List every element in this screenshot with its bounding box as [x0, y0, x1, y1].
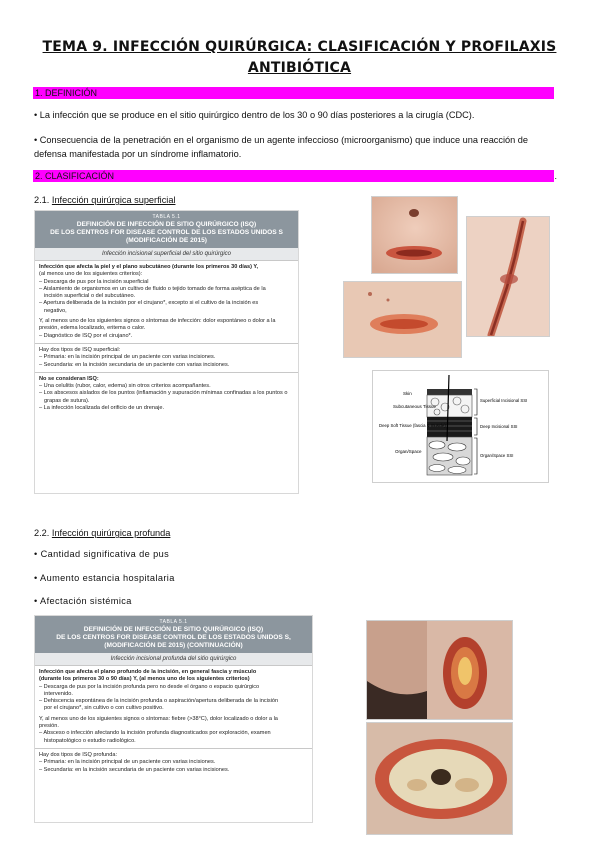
table-1-line: incisión superficial o del subcutáneo. [44, 293, 136, 300]
horizontal-wound-image [344, 282, 462, 358]
bullet-item: • Afectación sistémica [34, 596, 132, 606]
table-2-line: Infección que afecta el plano profundo de la incisión, en general fascia y músculo [39, 669, 257, 675]
bullet-item: • Cantidad significativa de pus [34, 549, 170, 559]
table-1-line: – Apertura deliberada de la incisión por el cirujano*, excepto si el cultivo de la incisión es [39, 300, 259, 307]
table-2-heading-line: DE LOS CENTROS FOR DISEASE CONTROL DE LOS ESTADOS UNIDOS S, [56, 634, 291, 641]
definition-paragraph-1: • La infección que se produce en el sitio quirúrgico dentro de los 30 o 90 días posteriores a la cirugía (CDC). [34, 110, 475, 120]
table-2-line: – Absceso o infección afectando la incisión profunda diagnosticados por exploración, examen [39, 730, 271, 737]
table-2-header [35, 616, 312, 653]
table-1-line: presión, edema localizado, eritema o calor. [39, 325, 146, 332]
subsection-2-title: Infección quirúrgica profunda [51, 528, 171, 538]
table-2-line: – Primaria: en la incisión principal de un paciente con varias incisiones. [39, 759, 216, 766]
diagram-label-organ-space: Organ/Space [395, 449, 422, 454]
bullet-item: • Aumento estancia hospitalaria [34, 573, 175, 583]
table-2-line: Y, al menos uno de los siguientes signos o síntomas: fiebre (>38°C), dolor localizado o dolor a la [39, 715, 278, 722]
table-1-line: – Secundaria: en la incisión secundaria de un paciente con varias incisiones. [39, 361, 230, 368]
table-2-number: TABLA 5.1 [159, 619, 188, 625]
title-line-2: ANTIBIÓTICA [247, 60, 352, 76]
page-title [20, 37, 579, 79]
table-1-line: – Descarga de pus por la incisión superficial [39, 278, 149, 285]
table-2-line: – Secundaria: en la incisión secundaria de un paciente con varias incisiones. [39, 766, 230, 773]
subsection-1-title: Infección quirúrgica superficial [51, 195, 176, 205]
table-1-heading-line: (MODIFICACIÓN DE 2015) [126, 237, 207, 244]
table-2-line: intervenido. [44, 690, 73, 697]
table-2-heading-line: (MODIFICACIÓN DE 2015) (CONTINUACIÓN) [104, 642, 243, 649]
table-1-heading-line: DEFINICIÓN DE INFECCIÓN DE SITIO QUIRÚRGICO (ISQ) [76, 221, 257, 228]
table-1-line: – Primaria: en la incisión principal de un paciente con varias incisiones. [39, 354, 216, 361]
table-2-line: Hay dos tipos de ISQ profunda: [39, 751, 118, 758]
diagram-label-deep-ssi: Deep Incisional SSI [480, 424, 518, 429]
diagram-label-skin: Skin [403, 391, 412, 396]
table-2-line: (durante los primeros 30 o 90 días) Y, (al menos uno de los siguientes criterios) [39, 676, 250, 683]
table-2-line: presión. [39, 723, 59, 730]
table-1-line: – Aislamiento de organismos en un cultivo de fluido o tejido tomado de forma aséptica de la [39, 285, 266, 292]
photo-horizontal-wound [343, 281, 462, 358]
table-1-line: – Diagnóstico de ISQ por el cirujano*. [39, 332, 133, 339]
deep-wound-necrotic-image [367, 723, 513, 835]
table-1-number: TABLA 5.1 [152, 214, 181, 220]
vertical-incision-image [467, 217, 550, 337]
table-2-body [35, 666, 312, 777]
photo-deep-wound-open [366, 620, 513, 720]
table-1-line: (al menos uno de los siguientes criterios): [39, 271, 143, 278]
table-2-heading-line: DEFINICIÓN DE INFECCIÓN DE SITIO QUIRÚRGICO (ISQ) [83, 626, 264, 633]
definition-paragraph-2: • Consecuencia de la penetración en el organismo de un agente infeccioso (microorganismo) que induce una reacción de defensa manifestada por un síndrome inflamatorio. [34, 135, 529, 159]
table-1-subtitle: Infección incisional superficial del sitio quirúrgico [35, 248, 298, 261]
table-1-line: No se consideran ISQ: [39, 375, 99, 382]
table-1-line: Hay dos tipos de ISQ superficial: [39, 346, 121, 353]
section-1-label: 1. DEFINICIÓN [35, 88, 98, 98]
table-2-heading [35, 625, 312, 653]
subsection-superficial-heading [34, 194, 175, 206]
table-superficial-isq [34, 210, 299, 494]
table-1-heading [35, 220, 298, 248]
ssi-layers-diagram [373, 371, 549, 483]
table-2-subtitle: Infección incisional profunda del sitio quirúrgico [35, 653, 312, 666]
section-2-label: 2. CLASIFICACIÓN [35, 171, 115, 181]
table-1-body [35, 261, 298, 415]
table-1-heading-line: DE LOS CENTROS FOR DISEASE CONTROL DE LOS ESTADOS UNIDOS S [50, 229, 283, 236]
table-1-line: – Una celulitis (rubor, calor, edema) sin otros criterios acompañantes. [39, 383, 211, 390]
table-1-line: grapas de sutura). [44, 397, 90, 404]
photo-umbilical-wound [371, 196, 458, 274]
title-line-1: TEMA 9. INFECCIÓN QUIRÚRGICA: CLASIFICACIÓN Y PROFILAXIS [42, 39, 557, 55]
section-2-trail: . [554, 171, 557, 181]
subsection-profunda-heading [34, 527, 170, 539]
table-2-line: – Dehiscencia espontánea de la incisión profunda o aspiración/apertura deliberada de la incisión [39, 698, 279, 705]
deep-wound-open-image [367, 621, 513, 720]
photo-vertical-incision [466, 216, 550, 337]
section-heading-definicion [33, 87, 554, 99]
photo-deep-wound-necrotic [366, 722, 513, 835]
table-1-header [35, 211, 298, 248]
subsection-1-number: 2.1. [34, 195, 50, 205]
diagram-label-deep-soft-tissue: Deep Soft Tissue (fascia & muscle) [379, 423, 446, 428]
table-2-line: – Descarga de pus por la incisión profunda pero no desde el órgano o espacio quirúrgico [39, 683, 260, 690]
umbilical-wound-image [372, 197, 458, 274]
table-1-line: Y, al menos uno de los siguientes signos o síntomas de infección: dolor espontáneo o dolor a la [39, 318, 276, 325]
subsection-2-number: 2.2. [34, 528, 50, 538]
table-2-line: histopatológico o estudio radiológico. [44, 737, 136, 744]
diagram-label-organ-ssi: Organ/Space SSI [480, 453, 514, 458]
diagram-ssi-layers [372, 370, 549, 483]
table-1-line: negativo, [44, 307, 67, 314]
table-2-line: por el cirujano*, sin cultivo o con cultivo positivo. [44, 705, 164, 712]
table-deep-isq [34, 615, 313, 823]
table-1-line: – La infección localizada del orificio de un drenaje. [39, 405, 165, 412]
diagram-label-superficial-ssi: Superficial Incisional SSI [480, 398, 528, 403]
table-1-line: – Los abscesos aislados de los puntos (inflamación y supuración mínimas confinadas a los puntos o [39, 390, 288, 397]
diagram-label-subcutaneous: Subcutaneous Tissue [393, 404, 437, 409]
section-heading-clasificacion [33, 170, 557, 182]
table-1-line: Infección que afecta la piel y el plano subcutáneo (durante los primeros 30 días) Y, [39, 264, 259, 270]
